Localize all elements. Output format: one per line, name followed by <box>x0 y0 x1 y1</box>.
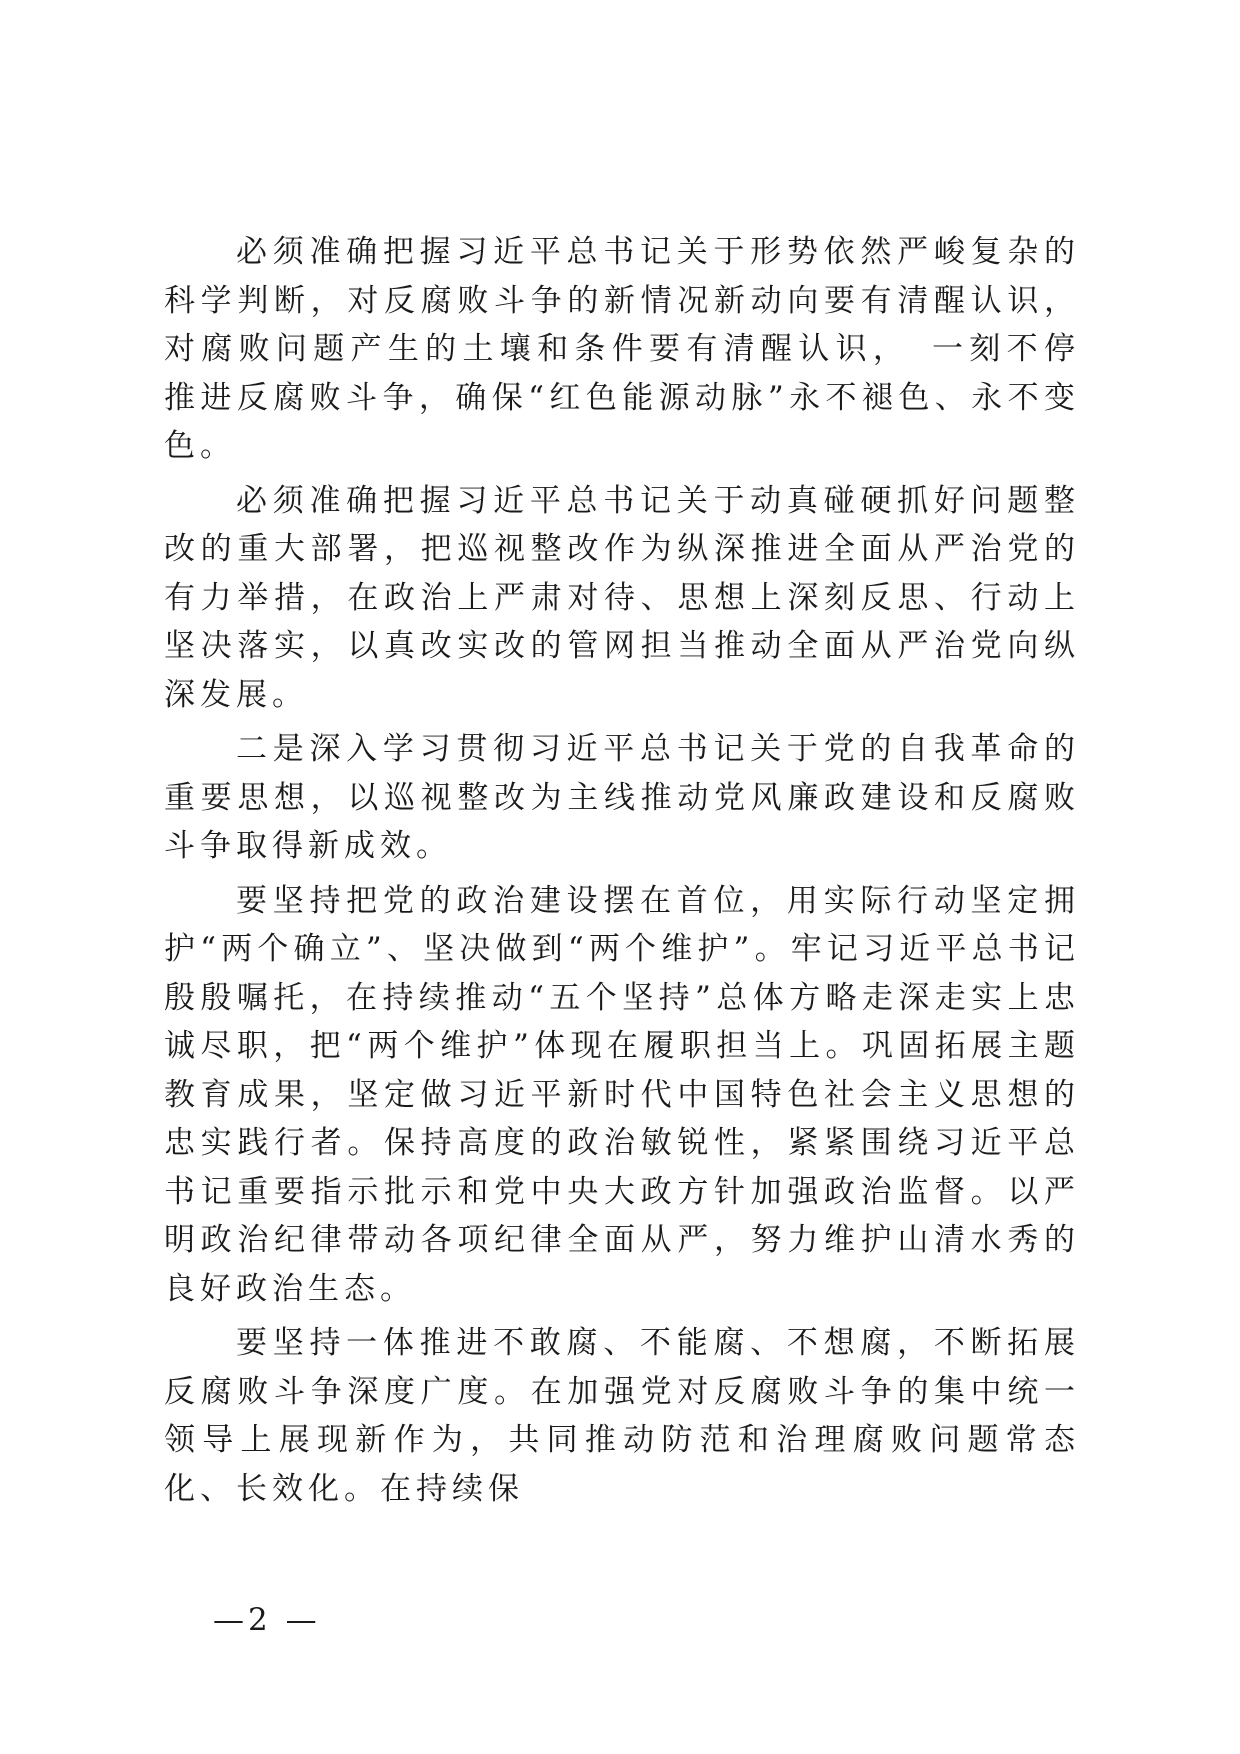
page-number: —2 — <box>213 1602 321 1638</box>
paragraph-2: 必须准确把握习近平总书记关于动真碰硬抓好问题整改的重大部署，把巡视整改作为纵深推进全面从严治党的有力举措，在政治上严肃对待、思想上深刻反思、行动上坚决落实，以真改实改的管网担当推动全面从严治党向纵深发展。 <box>164 482 1080 713</box>
document-body <box>164 228 1080 1519</box>
paragraph-1: 必须准确把握习近平总书记关于形势依然严峻复杂的科学判断，对反腐败斗争的新情况新动向要有清醒认识，对腐败问题产生的土壤和条件要有清醒认识， 一刻不停推进反腐败斗争，确保“红色能源动脉”永不褪色、永不变色。 <box>164 234 1080 464</box>
paragraph-4: 要坚持把党的政治建设摆在首位，用实际行动坚定拥护“两个确立”、坚决做到“两个维护”。牢记习近平总书记殷殷嘱托，在持续推动“五个坚持”总体方略走深走实上忠诚尽职，把“两个维护”体现在履职担当上。巩固拓展主题教育成果，坚定做习近平新时代中国特色社会主义思想的忠实践行者。保持高度的政治敏锐性，紧紧围绕习近平总书记重要指示批示和党中央大政方针加强政治监督。以严明政治纪律带动各项纪律全面从严，努力维护山清水秀的良好政治生态。 <box>164 882 1080 1307</box>
paragraph-3: 二是深入学习贯彻习近平总书记关于党的自我革命的重要思想，以巡视整改为主线推动党风廉政建设和反腐败斗争取得新成效。 <box>164 731 1080 864</box>
paragraph-5: 要坚持一体推进不敢腐、不能腐、不想腐，不断拓展反腐败斗争深度广度。在加强党对反腐败斗争的集中统一领导上展现新作为，共同推动防范和治理腐败问题常态化、长效化。在持续保 <box>164 1325 1080 1507</box>
